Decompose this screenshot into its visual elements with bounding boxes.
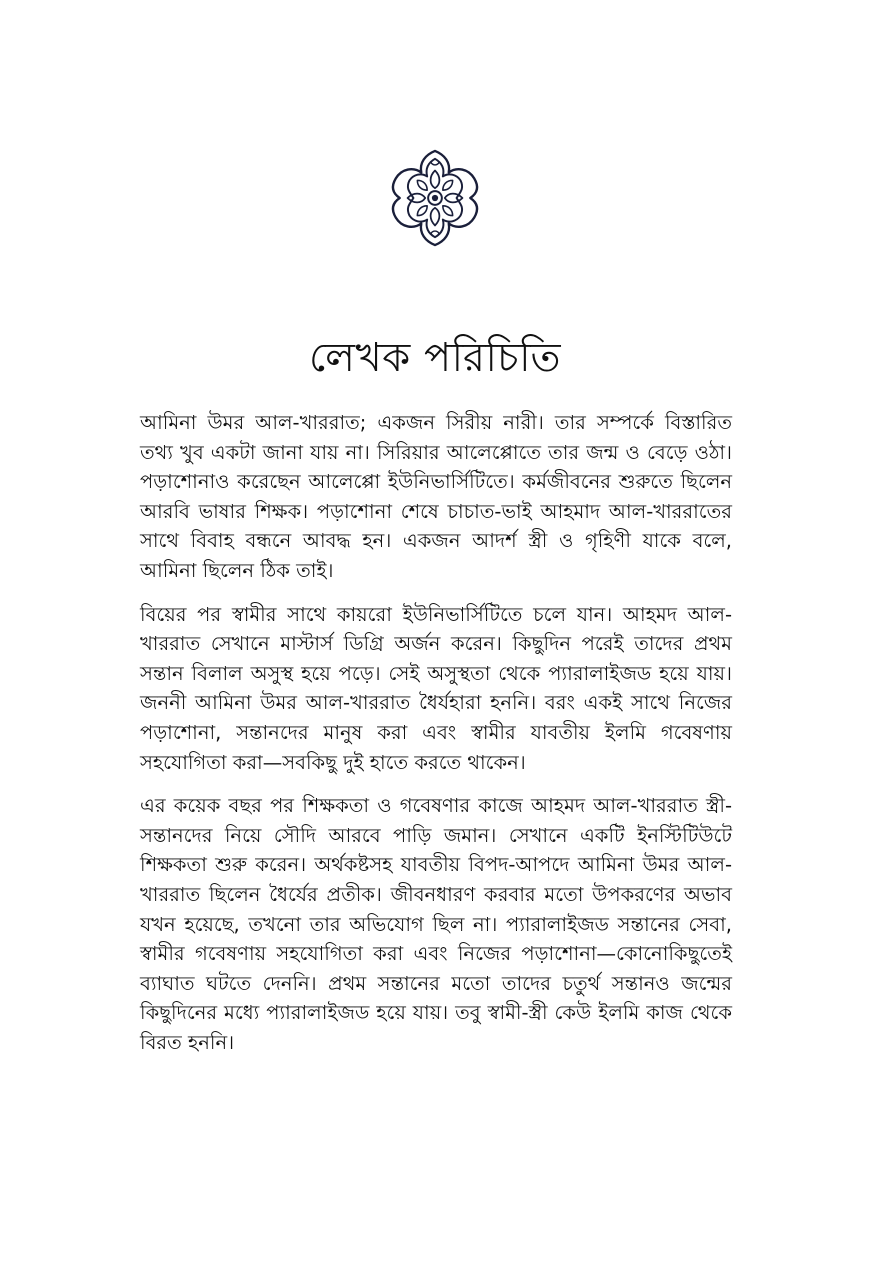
author-biography <box>140 408 732 1057</box>
paragraph-1: আমিনা উমর আল-খাররাত; একজন সিরীয় নারী। তার সম্পর্কে বিস্তারিত তথ্য খুব একটা জানা যায় না। সিরিয়ার আলেপ্পোতে তার জন্ম ও বেড়ে ওঠা। পড়াশোনাও করেছেন আলেপ্পো ইউনিভার্সিটিতে। কর্মজীবনের শুরুতে ছিলেন আরবি ভাষার শিক্ষক। পড়াশোনা শেষে চাচাত-ভাই আহমাদ আল-খাররাতের সাথে বিবাহ বন্ধনে আবদ্ধ হন। একজন আদর্শ স্ত্রী ও গৃহিণী যাকে বলে, আমিনা ছিলেন ঠিক তাই। <box>140 411 732 582</box>
paragraph-2: বিয়ের পর স্বামীর সাথে কায়রো ইউনিভার্সিটিতে চলে যান। আহমদ আল-খাররাত সেখানে মাস্টার্স ডিগ্রি অর্জন করেন। কিছুদিন পরেই তাদের প্রথম সন্তান বিলাল অসুস্থ হয়ে পড়ে। সেই অসুস্থতা থেকে প্যারালাইজড হয়ে যায়। জননী আমিনা উমর আল-খাররাত ধৈর্যহারা হননি। বরং একই সাথে নিজের পড়াশোনা, সন্তানদের মানুষ করা এবং স্বামীর যাবতীয় ইলমি গবেষণায় সহযোগিতা করা—সবকিছু দুই হাতে করতে থাকেন। <box>140 602 732 774</box>
paragraph-3: এর কয়েক বছর পর শিক্ষকতা ও গবেষণার কাজে আহমদ আল-খাররাত স্ত্রী-সন্তানদের নিয়ে সৌদি আরবে পাড়ি জমান। সেখানে একটি ইনস্টিটিউটে শিক্ষকতা শুরু করেন। অর্থকষ্টসহ যাবতীয় বিপদ-আপদে আমিনা উমর আল-খাররাত ছিলেন ধৈর্যের প্রতীক। জীবনধারণ করবার মতো উপকরণের অভাব যখন হয়েছে, তখনো তার অভিযোগ ছিল না। প্যারালাইজড সন্তানের সেবা, স্বামীর গবেষণায় সহযোগিতা করা এবং নিজের পড়াশোনা—কোনোকিছুতেই ব্যাঘাত ঘটতে দেননি। প্রথম সন্তানের মতো তাদের চতুর্থ সন্তানও জন্মের কিছুদিনের মধ্যে প্যারালাইজড হয়ে যায়। তবু স্বামী-স্ত্রী কেউ ইলমি কাজ থেকে বিরত হননি। <box>140 794 732 1054</box>
page-title: লেখক পরিচিতি <box>308 335 562 381</box>
floral-ornament-icon <box>386 149 484 247</box>
